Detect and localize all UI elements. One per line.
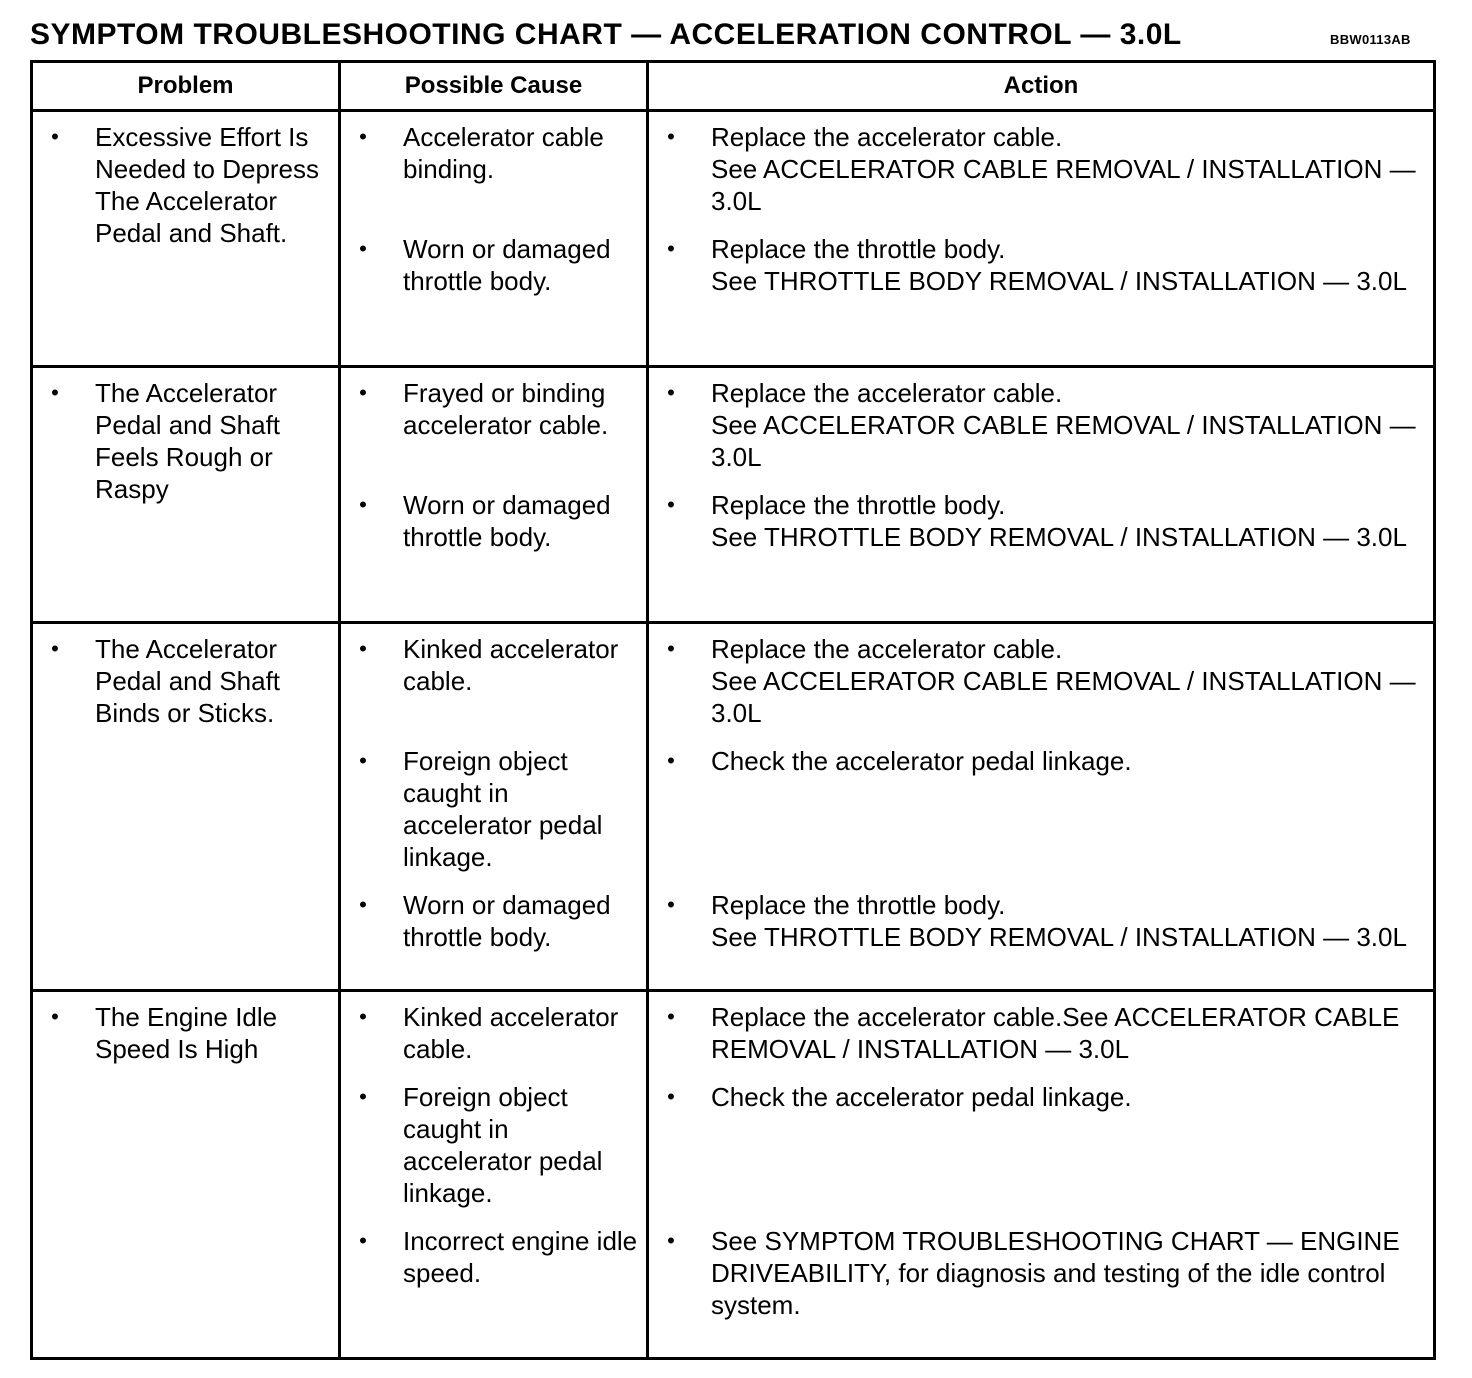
action-text: Check the accelerator pedal linkage. xyxy=(711,746,1132,776)
cause-item xyxy=(341,889,646,953)
bullet-icon: • xyxy=(667,492,675,517)
cause-text: Worn or damaged throttle body. xyxy=(403,890,611,952)
action-text: See THROTTLE BODY REMOVAL / INSTALLATION — 3.0L xyxy=(711,266,1407,296)
action-item xyxy=(649,633,1433,729)
action-item xyxy=(649,1001,1433,1065)
action-item xyxy=(649,1081,1433,1209)
action-text: Replace the accelerator cable.See ACCELERATOR CABLE REMOVAL / INSTALLATION — 3.0L xyxy=(711,1002,1400,1064)
problem-text: The Accelerator Pedal and Shaft Binds or Sticks. xyxy=(95,634,281,728)
cause-text: Incorrect engine idle speed. xyxy=(403,1226,638,1288)
bullet-icon: • xyxy=(359,1004,367,1029)
cause-cell xyxy=(340,623,648,991)
bullet-icon: • xyxy=(667,1228,675,1253)
problem-item xyxy=(33,633,338,729)
bullet-icon: • xyxy=(359,748,367,773)
action-cell xyxy=(648,111,1435,367)
action-cell xyxy=(648,623,1435,991)
action-text: See ACCELERATOR CABLE REMOVAL / INSTALLATION — 3.0L xyxy=(711,154,1416,216)
action-text: Replace the throttle body. xyxy=(711,234,1006,264)
action-cell xyxy=(648,991,1435,1359)
action-text: Check the accelerator pedal linkage. xyxy=(711,1082,1132,1112)
action-item xyxy=(649,233,1433,297)
cause-item xyxy=(341,233,646,297)
header-row xyxy=(32,62,1435,111)
cause-item xyxy=(341,489,646,553)
cause-text: Worn or damaged throttle body. xyxy=(403,234,611,296)
bullet-icon: • xyxy=(359,492,367,517)
cause-item xyxy=(341,1001,646,1065)
action-text: Replace the accelerator cable. xyxy=(711,634,1063,664)
table-row xyxy=(32,111,1435,367)
figure-code: BBW0113AB xyxy=(1330,32,1411,47)
cause-item xyxy=(341,745,646,873)
bullet-icon: • xyxy=(667,748,675,773)
problem-cell xyxy=(32,367,340,623)
bullet-icon: • xyxy=(51,636,59,661)
problem-text: The Engine Idle Speed Is High xyxy=(95,1002,278,1064)
table-row xyxy=(32,623,1435,991)
problem-item xyxy=(33,377,338,505)
action-item xyxy=(649,489,1433,553)
problem-item xyxy=(33,121,338,249)
cause-text: Foreign object caught in accelerator pedal linkage. xyxy=(403,1082,603,1208)
cause-item xyxy=(341,377,646,473)
problem-item xyxy=(33,1001,338,1065)
chart-title: SYMPTOM TROUBLESHOOTING CHART — ACCELERATION CONTROL — 3.0L xyxy=(30,18,1182,51)
action-text: See THROTTLE BODY REMOVAL / INSTALLATION — 3.0L xyxy=(711,922,1407,952)
bullet-icon: • xyxy=(51,380,59,405)
bullet-icon: • xyxy=(359,124,367,149)
cause-cell xyxy=(340,991,648,1359)
problem-cell xyxy=(32,111,340,367)
cause-cell xyxy=(340,111,648,367)
bullet-icon: • xyxy=(667,124,675,149)
cause-item xyxy=(341,1225,646,1321)
bullet-icon: • xyxy=(667,236,675,261)
problem-cell xyxy=(32,623,340,991)
bullet-icon: • xyxy=(667,380,675,405)
cause-text: Frayed or binding accelerator cable. xyxy=(403,378,609,440)
action-item xyxy=(649,377,1433,473)
bullet-icon: • xyxy=(667,636,675,661)
action-item xyxy=(649,745,1433,873)
action-item xyxy=(649,889,1433,953)
header-action: Action xyxy=(648,62,1435,111)
action-item xyxy=(649,121,1433,217)
cause-item xyxy=(341,633,646,729)
cause-text: Worn or damaged throttle body. xyxy=(403,490,611,552)
bullet-icon: • xyxy=(667,1004,675,1029)
problem-text: Excessive Effort Is Needed to Depress The Accelerator Pedal and Shaft. xyxy=(95,122,320,248)
cause-cell xyxy=(340,367,648,623)
bullet-icon: • xyxy=(359,1084,367,1109)
action-text: See SYMPTOM TROUBLESHOOTING CHART — ENGINE DRIVEABILITY, for diagnosis and testing of the idle control system. xyxy=(711,1226,1400,1320)
bullet-icon: • xyxy=(359,1228,367,1253)
table-row xyxy=(32,991,1435,1359)
bullet-icon: • xyxy=(667,892,675,917)
action-text: Replace the accelerator cable. xyxy=(711,378,1063,408)
bullet-icon: • xyxy=(51,1004,59,1029)
action-text: Replace the throttle body. xyxy=(711,890,1006,920)
troubleshooting-table xyxy=(30,60,1436,1360)
action-text: Replace the throttle body. xyxy=(711,490,1006,520)
action-cell xyxy=(648,367,1435,623)
bullet-icon: • xyxy=(359,380,367,405)
problem-cell xyxy=(32,991,340,1359)
header-cause: Possible Cause xyxy=(340,62,648,111)
header-problem: Problem xyxy=(32,62,340,111)
cause-text: Kinked accelerator cable. xyxy=(403,1002,619,1064)
bullet-icon: • xyxy=(359,636,367,661)
bullet-icon: • xyxy=(667,1084,675,1109)
action-text: Replace the accelerator cable. xyxy=(711,122,1063,152)
cause-item xyxy=(341,121,646,217)
action-text: See THROTTLE BODY REMOVAL / INSTALLATION — 3.0L xyxy=(711,522,1407,552)
problem-text: The Accelerator Pedal and Shaft Feels Rough or Raspy xyxy=(95,378,281,504)
bullet-icon: • xyxy=(51,124,59,149)
cause-text: Foreign object caught in accelerator pedal linkage. xyxy=(403,746,603,872)
cause-text: Accelerator cable binding. xyxy=(403,122,604,184)
action-item xyxy=(649,1225,1433,1321)
bullet-icon: • xyxy=(359,892,367,917)
bullet-icon: • xyxy=(359,236,367,261)
cause-item xyxy=(341,1081,646,1209)
cause-text: Kinked accelerator cable. xyxy=(403,634,619,696)
action-text: See ACCELERATOR CABLE REMOVAL / INSTALLATION — 3.0L xyxy=(711,410,1416,472)
action-text: See ACCELERATOR CABLE REMOVAL / INSTALLATION — 3.0L xyxy=(711,666,1416,728)
table-row xyxy=(32,367,1435,623)
